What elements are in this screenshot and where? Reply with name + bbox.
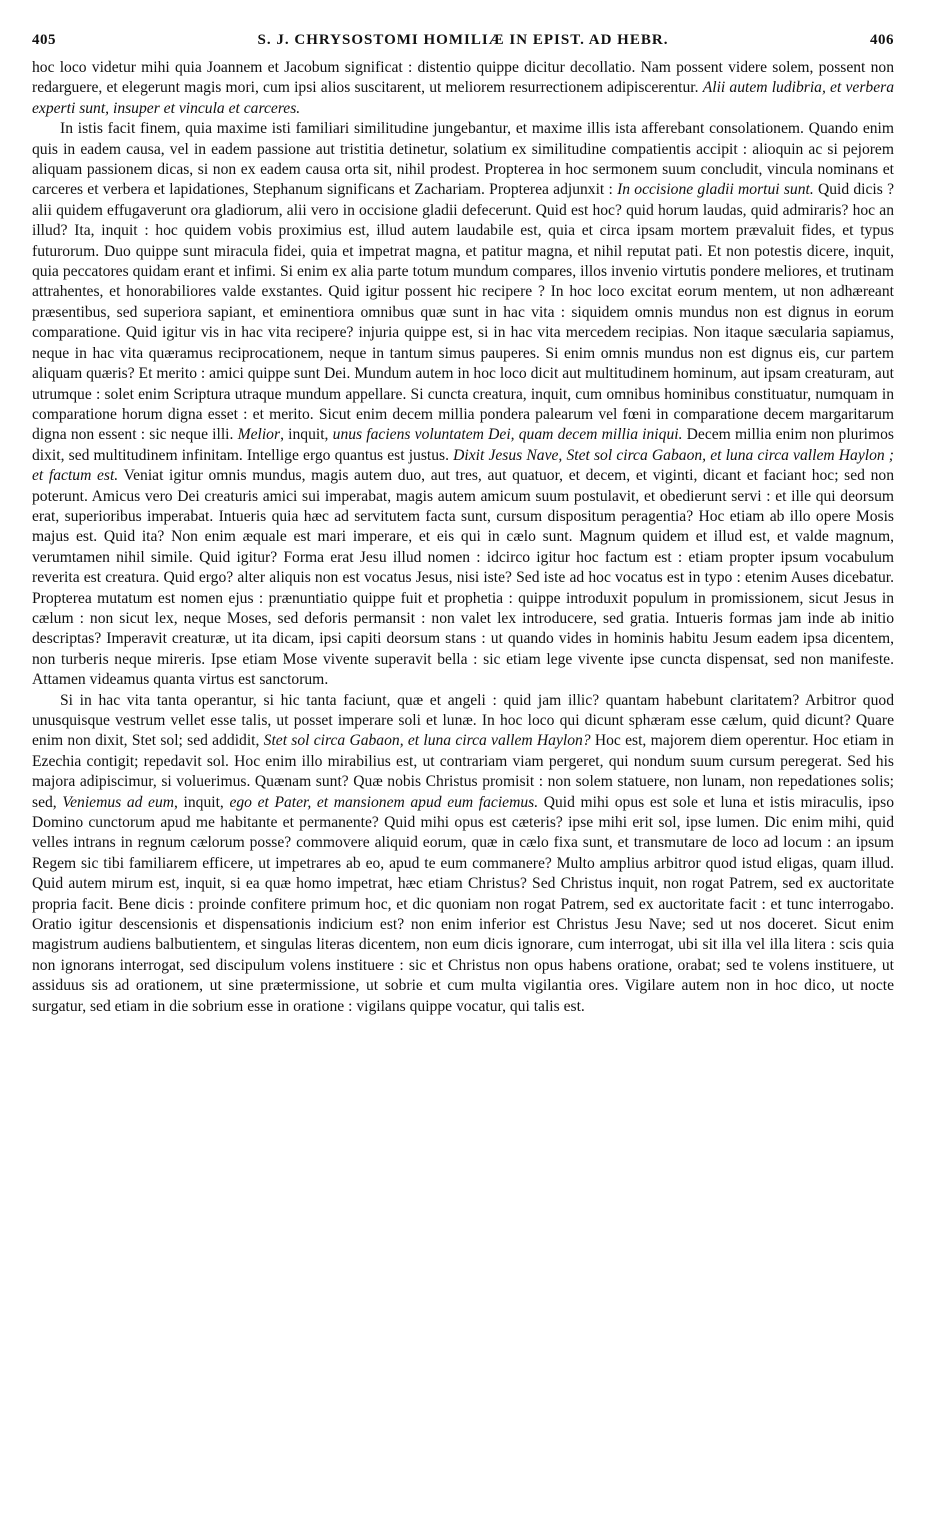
scripture-quote: Veniemus ad eum [62, 793, 175, 811]
running-head [32, 32, 894, 58]
text-run: Quid dicis ? alii quidem effugaverunt ora gladiorum, alii vero in occisione gladii defecerunt. Quid est hoc? quid horum laudas, quid admiraris? hoc an illud? Ita, inquit : hoc quidem vobis proximius est, illud autem laudabile est, quia et circa ipsam mortem prævaluit fides, et typus futurorum. Duo quippe sunt miracula fidei, quia et impetrat magna, et patitur magna, et nihil reputat pati. Et non potestis dicere, inquit, quia peccatores quidam erant et infimi. Si enim ex alia parte totum mundum compares, illos invenio virtutis pondere meliores, et trutinam attrahentes, et honorabiliores valde exstantes. Quid igitur possent hic recipere ? In hoc loco excitat eorum mentem, ut non adhæreant præsentibus, sed superiora sapiant, et eminentiora omnibus quæ sunt in hac vita : siquidem omnis mundus non est dignus in eorum comparatione. Quid igitur vis in hac vita recipere? injuria quippe est, si in hac vita mercedem recipias. Non itaque sæcularia sapiamus, neque in hac vita quæramus reciprocationem, neque in tantum simus pauperes. Si enim omnis mundus non est dignus eis, cur partem aliquam quæris? Et merito : amici quippe sunt Dei. Mundum autem in hoc loco dicit aut multitudinem hominum, aut ipsam creaturam, aut utrumque : solet enim Scriptura utraque mundum appellare. Si cuncta creatura, inquit, cum omnibus hominibus constituatur, numquam in comparatione horum digna esset : et merito. Sicut enim decem millia pondera palearum vel fœni in comparatione decem margaritarum digna non essent : sic neque illi. [32, 181, 894, 444]
scripture-quote: Melior [237, 426, 281, 444]
scripture-quote: Dixit Jesus Nave, Stet sol circa Gabaon, et luna circa vallem Haylon ; et factum est. [32, 446, 894, 485]
scripture-quote: Alii autem ludibria, et verbera experti sunt, insuper et vincula et carceres. [32, 79, 894, 117]
page [32, 32, 894, 1017]
paragraph [32, 691, 894, 1018]
scripture-quote: Stet sol circa Gabaon, et luna circa vallem Haylon? [263, 732, 591, 750]
text-run: Si in hac vita tanta operantur, si hic tanta faciunt, quæ et angeli : quid jam illic? quantam habebunt claritatem? Arbitror quod unusquisque vestrum vellet esse talis, ut posset imperare soli et lunæ. In hoc loco qui dicunt sphæram esse cælum, quid dicunt? Quare enim non dixit, Stet sol; sed addidit, [32, 691, 894, 750]
text-run: Decem millia enim non plurimos dixit, sed multitudinem infinitam. Intellige ergo quantus est justus. [32, 426, 894, 464]
text-run: Veniat igitur omnis mundus, magis autem duo, aut tres, aut quatuor, et decem, et viginti, dicant et faciant hoc; sed non poterunt. Amicus vero Dei creaturis amici sui imperabat, magis autem amicum suum postulavit, et obedierunt servi : et ille qui deorsum erat, superioribus imperabat. Intueris quia hæc ad servitutem facta sunt, cursum dispositum peragentia? Hoc etiam ab illo opere Mosis majus est. Quid ita? Non enim æquale est mari imperare, et eis qui in cælo sunt. Magnum quidem et illud est, et valde magnum, verumtamen nihil simile. Quid igitur? Forma erat Jesu illud nomen : idcirco igitur hoc factum est : etiam propter ipsum vocabulum reverita est creatura. Quid ergo? alter aliquis non est vocatus Jesus, nisi iste? Sed iste ad hoc vocatus est in typo : etenim Auses dicebatur. Propterea mutatum est nomen ejus : prænuntiatio quippe fuit et prophetia : quippe introduxit populum in promissionem, sicut Jesus in cælum : non sicut lex, neque Moses, sed deforis permansit : non valet lex introducere, sed gratia. Intueris formas jam inde ab initio descriptas? Imperavit creaturæ, ut ita dicam, ipsi capiti deorsum stans : ut quando vides in hominis habitu Jesum eadem ipsa dicentem, non turberis neque mireris. Ipse etiam Mose vivente superavit bella : sic etiam lege vivente ipse cuncta dispensat, sed non manifeste. Attamen videamus quanta virtus est sanctorum. [32, 467, 894, 689]
text-run: Hoc est, majorem diem operentur. Hoc etiam in Ezechia contigit; repedavit sol. Hoc enim illo mirabilius est, ut contrariam viam pergeret, qui nondum suum cursum peregerat. Sed his majora adipiscimur, si voluerimus. Quænam sunt? Quæ nobis Christus promisit : non solem statuere, non lunam, non repedationes solis; sed, [32, 732, 894, 811]
text-run: hoc loco videtur mihi quia Joannem et Jacobum significat : distentio quippe dicitur decollatio. Nam possent videre solem, possent non redarguere, et elegerunt magis mori, cum ipsi alios suscitarent, ut meliorem resurrectionem adipiscerentur. [32, 59, 894, 97]
paragraph [32, 119, 894, 690]
body-text [32, 58, 894, 1017]
scripture-quote: In occisione gladii mortui sunt. [617, 181, 814, 199]
page-number-right: 406 [869, 32, 894, 48]
scripture-quote: ego et Pater, et mansionem apud eum faciemus. [229, 793, 539, 811]
scripture-quote: unus faciens voluntatem Dei, quam decem millia iniqui. [332, 426, 683, 444]
text-run: Quid mihi opus est sole et luna et istis miraculis, ipso Domino cunctorum apud me habitante et permanente? Quid mihi opus est cæteris? ipse mihi erit sol, ipse lumen. Dic enim mihi, quid velles intrans in regnum cælorum posse? commovere aliquid eorum, quæ in cælo fixa sunt, et transmutare de loco ad locum : an ipsum Regem sic tibi familiarem efficere, ut impetrares ab eo, apud te eum commanere? Multo amplius arbitror quod istud eligas, quam illud. Quid autem mirum est, inquit, si ea quæ homo impetrat, hæc etiam Christus? Sed Christus inquit, non rogat Patrem, sed ex auctoritate propria facit. Bene dicis : proinde confitere primum hoc, et dic quoniam non rogat Patrem, sed ex auctoritate facit : et tunc interrogabo. Oratio igitur descensionis et dispensationis indicium est? non enim inferior est Christus Jesu Nave; sed ut nos doceret. Sicut enim magistrum audiens balbutientem, et singulas literas dicentem, non eum dicis ignorare, cum interrogat, ubi sit illa vel illa litera : scis quia non ignorans interrogat, sed discipulum volens instituere : sic et Christus non opus habens oratione, orabat; sed te volens instituere, ut assiduus sis ad orationem, ut sine prætermissione, ut sobrie et cum multa vigilantia ores. Vigilare autem non in hoc dico, ut nocte surgatur, sed etiam in die sobrium esse in oratione : vigilans quippe vocatur, qui talis est. [32, 793, 894, 1015]
page-number-left: 405 [32, 32, 56, 48]
paragraph [32, 58, 894, 119]
text-run: , inquit, [174, 793, 230, 811]
text-run: , inquit, [280, 426, 333, 444]
text-run: In istis facit finem, quia maxime isti familiari similitudine jungebantur, et maxime illis ista afferebant consolationem. Quando enim quis in eadem causa, vel in eadem passione aut tristitia detinetur, solatium ex similitudine compatientis accipit : alioquin ac si pejorem aliquam passionem dicas, si non ex eadem causa orta sit, nihil prodest. Propterea in hoc sermonem suum concludit, vincula nominans et carceres et verbera et lapidationes, Stephanum significans et Zachariam. Propterea adjunxit : [32, 120, 894, 199]
running-title: S. J. CHRYSOSTOMI HOMILIÆ IN EPIST. AD HEBR. [257, 32, 669, 48]
